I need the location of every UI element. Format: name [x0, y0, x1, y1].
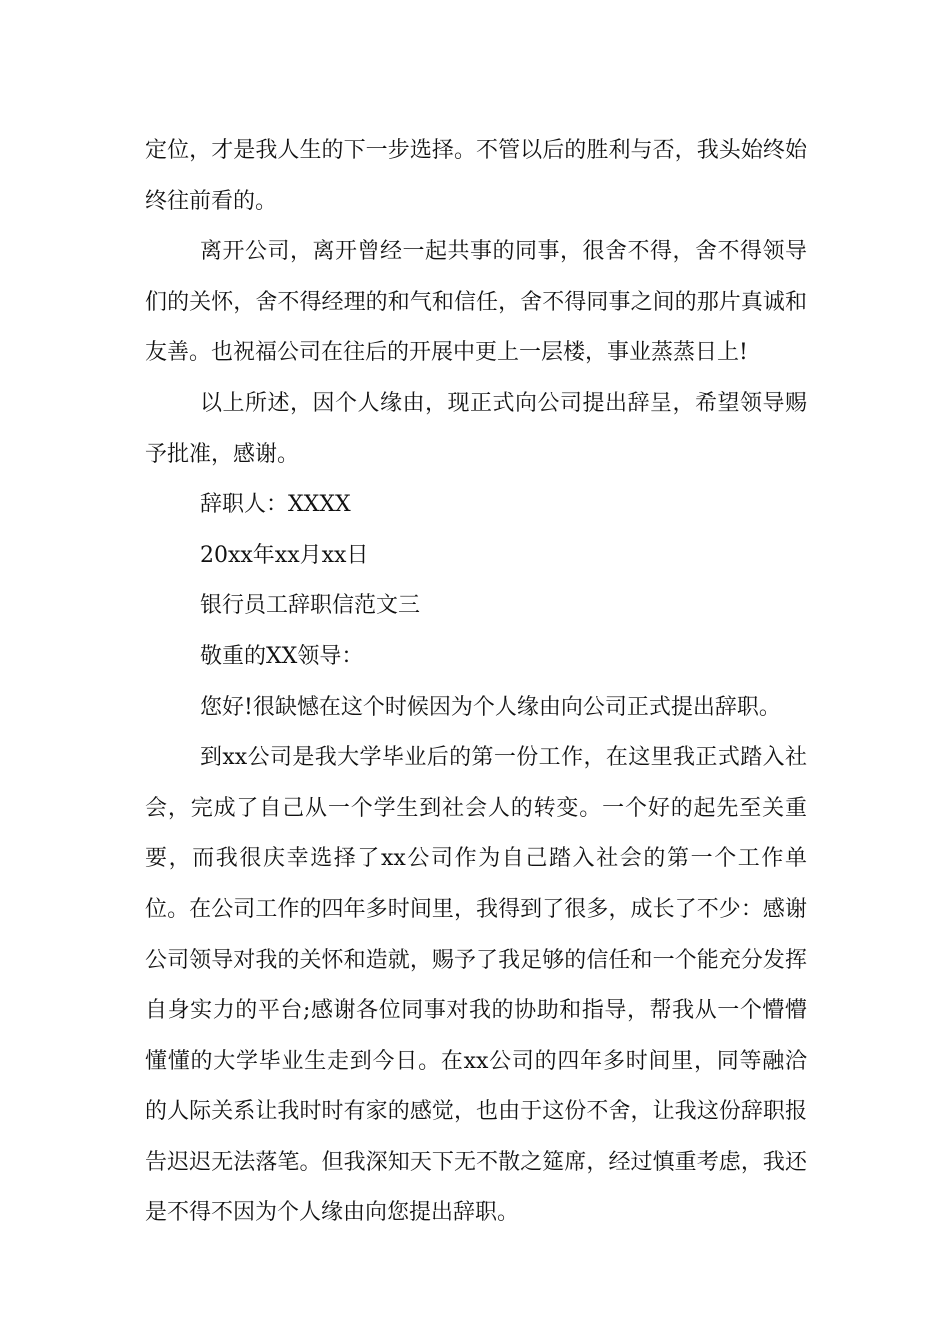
signature-line: 辞职人：XXXX	[200, 492, 351, 518]
paragraph-body: 到xx公司是我大学毕业后的第一份工作，在这里我正式踏入社会，完成了自己从一个学生到社会人的转变。一个好的起先至关重要，而我很庆幸选择了xx公司作为自己踏入社会的第一个工作单位。在公司工作的四年多时间里，我得到了很多，成长了不少：感谢公司领导对我的关怀和造就，赐予了我足够的信任和一个能充分发挥自身实力的平台;感谢各位同事对我的协助和指导，帮我从一个懵懵懂懂的大学毕业生走到今日。在xx公司的四年多时间里，同等融洽的人际关系让我时时有家的感觉，也由于这份不舍，让我这份辞职报告迟迟无法落笔。但我深知天下无不散之筵席，经过慎重考虑，我还是不得不因为个人缘由向您提出辞职。	[145, 745, 807, 1226]
paragraph-greeting: 您好!很缺憾在这个时候因为个人缘由向公司正式提出辞职。	[200, 694, 781, 720]
paragraph-continuation: 定位，才是我人生的下一步选择。不管以后的胜利与否，我头始终始终往前看的。	[145, 138, 807, 214]
salutation: 敬重的XX领导：	[200, 643, 364, 669]
document-body	[145, 126, 807, 1239]
paragraph-farewell: 离开公司，离开曾经一起共事的同事，很舍不得，舍不得领导们的关怀，舍不得经理的和气和信任，舍不得同事之间的那片真诚和友善。也祝福公司在往后的开展中更上一层楼，事业蒸蒸日上!	[145, 239, 807, 366]
date-line: 20xx年xx月xx日	[200, 542, 369, 568]
paragraph-resignation-request: 以上所述，因个人缘由，现正式向公司提出辞呈，希望领导赐予批准，感谢。	[145, 390, 807, 467]
section-title: 银行员工辞职信范文三	[200, 593, 421, 619]
